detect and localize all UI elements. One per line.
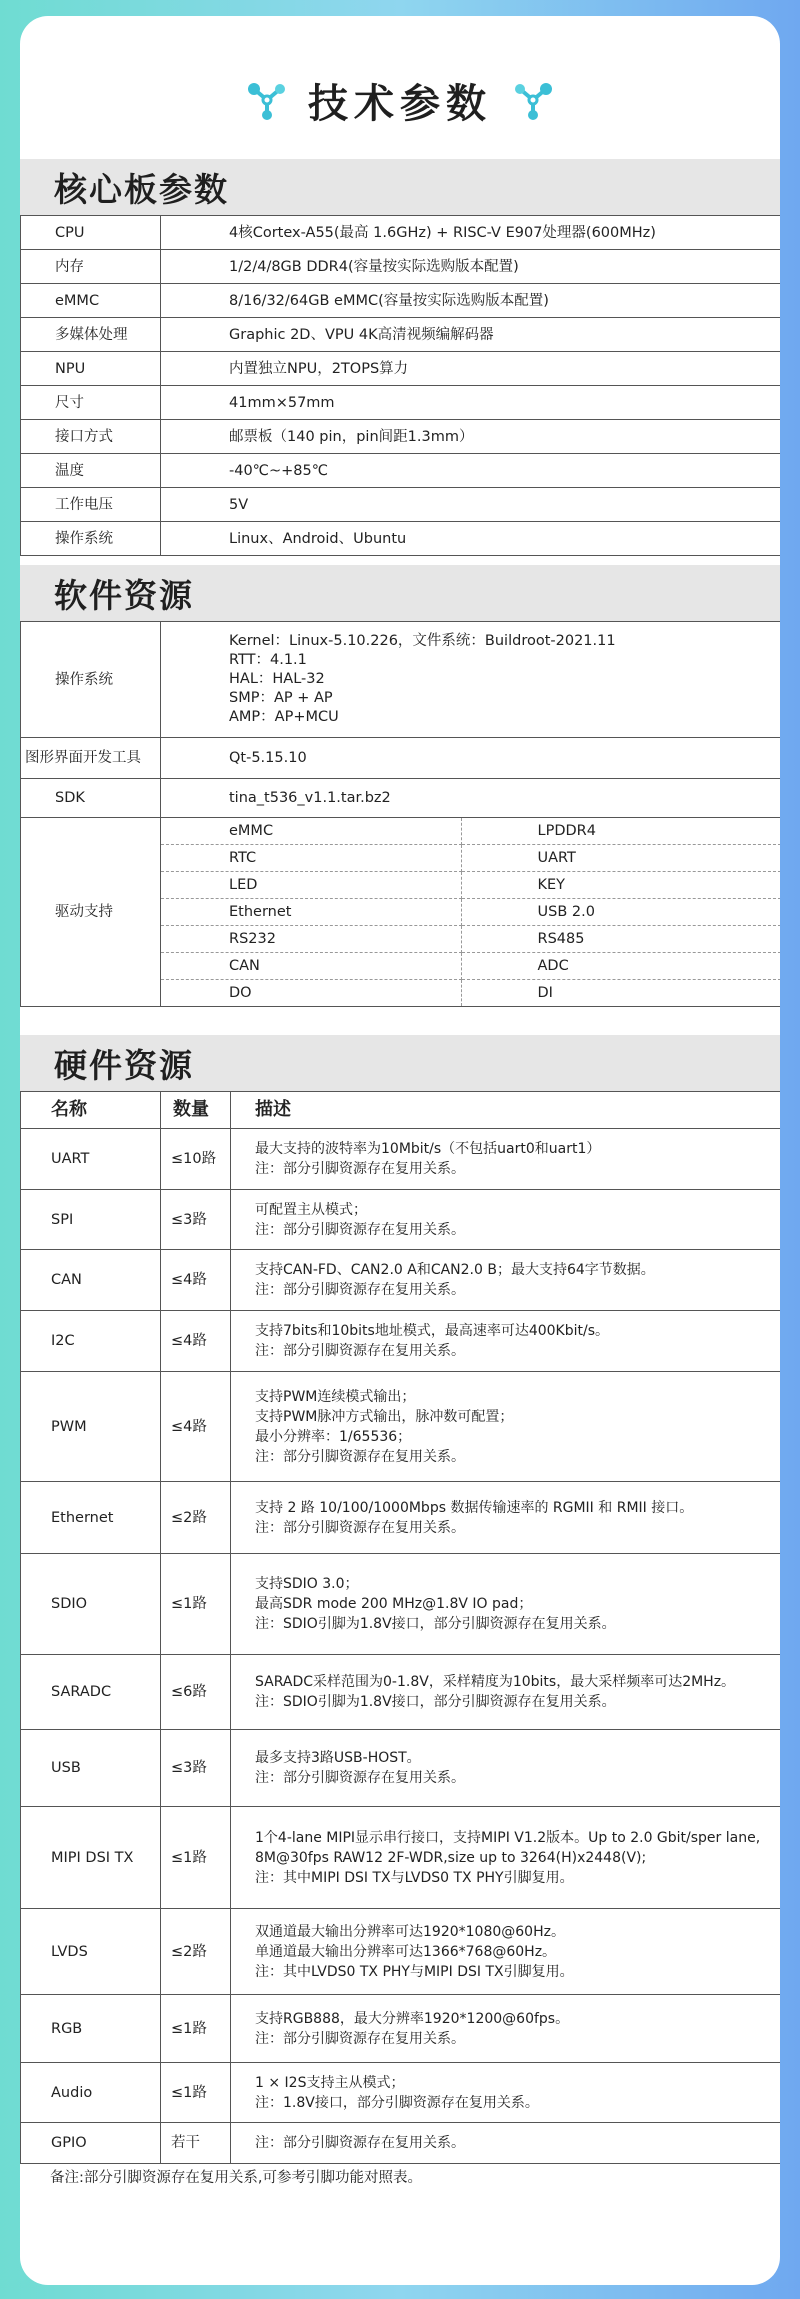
software-gui-row [21, 738, 781, 779]
os-value [161, 622, 781, 738]
col-desc-header: 描述 [231, 1092, 781, 1129]
hardware-desc [231, 1909, 781, 1995]
hardware-name: I2C [21, 1311, 161, 1372]
hardware-desc-line: 注：SDIO引脚为1.8V接口，部分引脚资源存在复用关系。 [255, 1616, 616, 1632]
hardware-name: Audio [21, 2063, 161, 2123]
hardware-desc-line: 注：1.8V接口，部分引脚资源存在复用关系。 [255, 2094, 539, 2111]
software-driver-row [21, 818, 781, 1007]
hardware-desc-line: 注：其中LVDS0 TX PHY与MIPI DSI TX引脚复用。 [255, 1963, 574, 1980]
hardware-name: CAN [21, 1250, 161, 1311]
hardware-row [21, 1730, 781, 1807]
hardware-desc-line: SARADC采样范围为0-1.8V，采样精度为10bits，最大采样频率可达2MHz。 [255, 1674, 736, 1690]
core-row-label: 接口方式 [21, 420, 161, 454]
hardware-desc [231, 1655, 781, 1730]
hardware-table [20, 1091, 780, 2164]
hardware-qty: ≤6路 [161, 1655, 231, 1730]
core-row-label: 操作系统 [21, 522, 161, 556]
software-table [20, 621, 780, 1007]
core-row [21, 250, 781, 284]
hardware-row [21, 1372, 781, 1482]
hardware-qty: ≤3路 [161, 1190, 231, 1250]
hardware-section-heading: 硬件资源 [20, 1035, 780, 1091]
hardware-row [21, 1909, 781, 1995]
core-row-label: 内存 [21, 250, 161, 284]
hardware-desc-line: 注：部分引脚资源存在复用关系。 [255, 1519, 465, 1536]
os-line: AMP：AP+MCU [229, 709, 339, 725]
driver-item: CAN [161, 953, 461, 980]
core-row-label: 温度 [21, 454, 161, 488]
hardware-row [21, 1807, 781, 1909]
hardware-desc [231, 1372, 781, 1482]
hardware-header-row [21, 1092, 781, 1129]
hardware-qty: 若干 [161, 2123, 231, 2164]
hardware-name: Ethernet [21, 1482, 161, 1554]
software-section-heading: 软件资源 [20, 565, 780, 621]
software-sdk-row [21, 779, 781, 818]
hardware-qty: ≤1路 [161, 1995, 231, 2063]
driver-item: LED [161, 872, 461, 899]
core-row-value: 1/2/4/8GB DDR4(容量按实际选购版本配置) [161, 250, 781, 284]
hardware-desc-line: 最小分辨率：1/65536； [255, 1428, 412, 1445]
hardware-desc-line: 注：部分引脚资源存在复用关系。 [255, 1770, 465, 1786]
core-row-value: 4核Cortex-A55(最高 1.6GHz) + RISC-V E907处理器(600MHz) [161, 216, 781, 250]
hardware-name: PWM [21, 1372, 161, 1482]
molecule-icon-right [510, 77, 556, 123]
driver-row [161, 818, 780, 845]
hardware-desc-line: 8M@30fps RAW12 2F-WDR,size up to 3264(H)x2448(V); [255, 1849, 647, 1866]
hardware-desc-line: 最大支持的波特率为10Mbit/s（不包括uart0和uart1） [255, 1141, 601, 1157]
hardware-name: LVDS [21, 1909, 161, 1995]
core-row-label: NPU [21, 352, 161, 386]
hardware-desc-line: 1个4-lane MIPI显示串行接口，支持MIPI V1.2版本。Up to 2.0 Gbit/sper lane, [255, 1829, 761, 1846]
page-header [20, 60, 780, 140]
driver-item: RS232 [161, 926, 461, 953]
core-row [21, 216, 781, 250]
hardware-desc-line: 注：部分引脚资源存在复用关系。 [255, 1161, 465, 1177]
core-row-value: 41mm×57mm [161, 386, 781, 420]
hardware-name: USB [21, 1730, 161, 1807]
hardware-desc-line: 注：部分引脚资源存在复用关系。 [255, 2135, 465, 2151]
hardware-row [21, 1311, 781, 1372]
hardware-desc-line: 支持7bits和10bits地址模式，最高速率可达400Kbit/s。 [255, 1323, 610, 1339]
os-label: 操作系统 [21, 622, 161, 738]
driver-item: LPDDR4 [461, 818, 780, 845]
os-line: HAL：HAL-32 [229, 671, 325, 687]
core-row [21, 420, 781, 454]
core-row [21, 386, 781, 420]
hardware-desc-line: 支持SDIO 3.0； [255, 1576, 359, 1592]
hardware-desc [231, 1250, 781, 1311]
hardware-name: GPIO [21, 2123, 161, 2164]
hardware-qty: ≤10路 [161, 1129, 231, 1190]
hardware-qty: ≤2路 [161, 1482, 231, 1554]
hardware-qty: ≤2路 [161, 1909, 231, 1995]
driver-row [161, 899, 780, 926]
hardware-desc-line: 单通道最大输出分辨率可达1366*768@60Hz。 [255, 1943, 557, 1960]
hardware-row [21, 1250, 781, 1311]
hardware-row [21, 1190, 781, 1250]
os-line: Kernel：Linux-5.10.226，文件系统：Buildroot-2021.11 [229, 633, 616, 649]
hardware-desc-line: 注：部分引脚资源存在复用关系。 [255, 1448, 465, 1465]
hardware-name: SPI [21, 1190, 161, 1250]
sdk-label: SDK [21, 779, 161, 818]
core-row-value: Linux、Android、Ubuntu [161, 522, 781, 556]
hardware-desc-line: 注：部分引脚资源存在复用关系。 [255, 2030, 465, 2047]
hardware-row [21, 1129, 781, 1190]
hardware-name: MIPI DSI TX [21, 1807, 161, 1909]
hardware-desc-line: 支持PWM连续模式输出； [255, 1388, 416, 1405]
driver-item: KEY [461, 872, 780, 899]
driver-row [161, 926, 780, 953]
os-line: SMP：AP + AP [229, 690, 333, 706]
col-name-header: 名称 [21, 1092, 161, 1129]
hardware-desc-line: 支持PWM脉冲方式输出，脉冲数可配置； [255, 1408, 514, 1425]
hardware-desc [231, 2123, 781, 2164]
os-line: RTT：4.1.1 [229, 652, 307, 668]
core-row [21, 284, 781, 318]
core-section-heading: 核心板参数 [20, 159, 780, 215]
hardware-row [21, 1655, 781, 1730]
hardware-desc [231, 1995, 781, 2063]
core-row-value: 内置独立NPU，2TOPS算力 [161, 352, 781, 386]
core-row-label: 工作电压 [21, 488, 161, 522]
hardware-desc [231, 2063, 781, 2123]
hardware-desc-line: 1 × I2S支持主从模式； [255, 2074, 405, 2091]
gui-value: Qt-5.15.10 [161, 738, 781, 779]
driver-grid [161, 818, 780, 1006]
driver-row [161, 872, 780, 899]
hardware-row [21, 1482, 781, 1554]
driver-item: eMMC [161, 818, 461, 845]
core-row-label: eMMC [21, 284, 161, 318]
hardware-qty: ≤4路 [161, 1372, 231, 1482]
page-title: 技术参数 [308, 80, 492, 127]
sdk-value: tina_t536_v1.1.tar.bz2 [161, 779, 781, 818]
driver-item: RS485 [461, 926, 780, 953]
hardware-desc [231, 1190, 781, 1250]
footnote: 备注:部分引脚资源存在复用关系,可参考引脚功能对照表。 [50, 2170, 422, 2186]
driver-row [161, 980, 780, 1007]
driver-item: UART [461, 845, 780, 872]
core-row-value: -40℃~+85℃ [161, 454, 781, 488]
hardware-row [21, 1995, 781, 2063]
hardware-desc-line: 注：部分引脚资源存在复用关系。 [255, 1343, 465, 1359]
hardware-qty: ≤1路 [161, 1554, 231, 1655]
driver-label: 驱动支持 [21, 818, 161, 1007]
driver-item: DO [161, 980, 461, 1007]
hardware-desc-line: 可配置主从模式； [255, 1201, 367, 1218]
hardware-desc [231, 1730, 781, 1807]
driver-item: RTC [161, 845, 461, 872]
hardware-qty: ≤4路 [161, 1311, 231, 1372]
molecule-icon-left [244, 77, 290, 123]
hardware-desc-line: 注：其中MIPI DSI TX与LVDS0 TX PHY引脚复用。 [255, 1869, 574, 1886]
gui-label: 图形界面开发工具 [21, 738, 161, 779]
hardware-name: SARADC [21, 1655, 161, 1730]
core-row-value: 邮票板（140 pin，pin间距1.3mm） [161, 420, 781, 454]
hardware-desc-line: 注：SDIO引脚为1.8V接口，部分引脚资源存在复用关系。 [255, 1694, 616, 1710]
hardware-desc-line: 最高SDR mode 200 MHz@1.8V IO pad； [255, 1596, 533, 1612]
hardware-desc [231, 1482, 781, 1554]
hardware-desc-line: 注：部分引脚资源存在复用关系。 [255, 1221, 465, 1238]
hardware-qty: ≤4路 [161, 1250, 231, 1311]
hardware-row [21, 2123, 781, 2164]
hardware-desc [231, 1311, 781, 1372]
driver-item: DI [537, 985, 553, 1001]
spec-card [20, 16, 780, 2285]
hardware-desc-line: 最多支持3路USB-HOST。 [255, 1750, 421, 1766]
core-row [21, 318, 781, 352]
core-row-value: Graphic 2D、VPU 4K高清视频编解码器 [161, 318, 781, 352]
hardware-qty: ≤3路 [161, 1730, 231, 1807]
core-row [21, 522, 781, 556]
hardware-name: UART [21, 1129, 161, 1190]
driver-item: ADC [461, 953, 780, 980]
core-row [21, 454, 781, 488]
core-row [21, 352, 781, 386]
hardware-desc-line: 注：部分引脚资源存在复用关系。 [255, 1282, 465, 1298]
hardware-desc [231, 1129, 781, 1190]
hardware-row [21, 1554, 781, 1655]
col-qty-header: 数量 [161, 1092, 231, 1129]
hardware-desc-line: 支持RGB888，最大分辨率1920*1200@60fps。 [255, 2010, 570, 2027]
driver-item: Ethernet [161, 899, 461, 926]
core-row [21, 488, 781, 522]
hardware-qty: ≤1路 [161, 1807, 231, 1909]
core-row-label: 多媒体处理 [21, 318, 161, 352]
driver-row [161, 953, 780, 980]
hardware-desc-line: 双通道最大输出分辨率可达1920*1080@60Hz。 [255, 1923, 565, 1940]
driver-list [161, 818, 781, 1007]
core-row-label: CPU [21, 216, 161, 250]
hardware-desc-line: 支持 2 路 10/100/1000Mbps 数据传输速率的 RGMII 和 RMII 接口。 [255, 1499, 694, 1516]
core-row-value: 8/16/32/64GB eMMC(容量按实际选购版本配置) [161, 284, 781, 318]
core-params-table [20, 215, 780, 556]
hardware-name: RGB [21, 1995, 161, 2063]
hardware-qty: ≤1路 [161, 2063, 231, 2123]
hardware-desc [231, 1554, 781, 1655]
hardware-desc [231, 1807, 781, 1909]
core-row-label: 尺寸 [21, 386, 161, 420]
hardware-row [21, 2063, 781, 2123]
hardware-name: SDIO [21, 1554, 161, 1655]
software-os-row [21, 622, 781, 738]
driver-row [161, 845, 780, 872]
hardware-desc-line: 支持CAN-FD、CAN2.0 A和CAN2.0 B；最大支持64字节数据。 [255, 1262, 655, 1278]
core-row-value: 5V [161, 488, 781, 522]
driver-item: USB 2.0 [461, 899, 780, 926]
